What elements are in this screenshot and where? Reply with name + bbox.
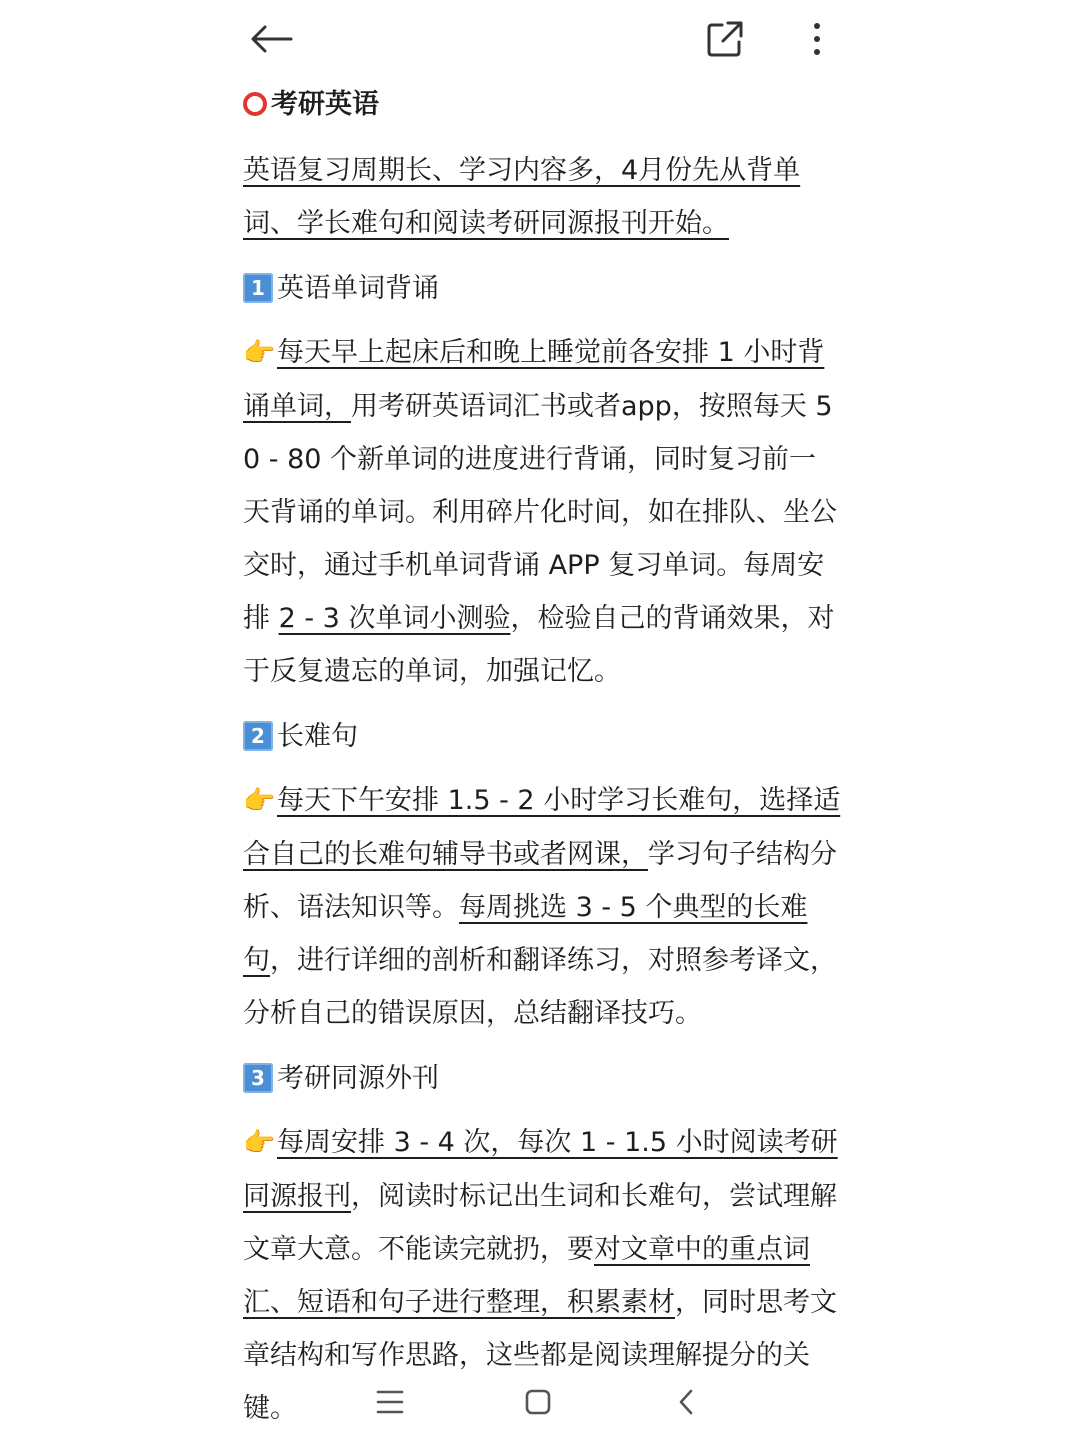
section-title [243,1052,843,1104]
back-button[interactable] [244,16,298,62]
pointing-hand-icon: 👉 [243,1128,276,1158]
home-icon [524,1388,552,1416]
nav-back-icon [676,1388,696,1416]
text-segment: 对文章中的重点词汇、短语和句子进行整理，积累素材 [243,1234,810,1318]
nav-back-button[interactable] [664,1380,708,1424]
recent-apps-button[interactable] [368,1380,412,1424]
keycap-number-icon: 2 [243,721,273,751]
red-circle-icon [243,92,267,116]
section-paragraph [243,326,843,698]
text-segment: 每天早上起床后和晚上睡觉前各安排 1 小时背诵单词， [243,337,825,422]
text-segment: 学习句子结构分析、语法知识等。 [243,839,837,923]
section-paragraph [243,774,843,1040]
share-button[interactable] [700,14,750,64]
text-segment: 2 - 3 次单词小测验 [278,603,511,634]
text-segment: ，进行详细的剖析和翻译练习，对照参考译文，分析自己的错误原因，总结翻译技巧。 [243,945,837,1029]
more-vertical-icon [812,21,822,57]
keycap-number-icon: 3 [243,1063,273,1093]
intro-paragraph [243,144,843,250]
keycap-number-icon: 1 [243,273,273,303]
text-segment: ，同时思考文章结构和写作思路，这些都是阅读理解提分的关键。 [243,1287,837,1424]
text-segment: 用考研英语词汇书或者app，按照每天 50 - 80 个新单词的进度进行背诵，同时复习前一天背诵的单词。利用碎片化时间，如在排队、坐公交时，通过手机单词背诵 APP 复习单词。每周安排 [243,391,837,634]
text-segment: 每周安排 3 - 4 次，每次 1 - 1.5 小时阅读考研同源报刊 [243,1127,838,1212]
recent-apps-icon [376,1389,404,1415]
pointing-hand-icon: 👉 [243,338,276,368]
section-title-text: 考研同源外刊 [277,1062,439,1094]
text-segment: ，检验自己的背诵效果，对于反复遗忘的单词，加强记忆。 [243,603,835,687]
system-nav-bar [0,1370,1080,1430]
article-body [243,78,843,1439]
home-button[interactable] [516,1380,560,1424]
back-arrow-icon [249,24,293,54]
share-external-icon [706,20,744,58]
article-title [243,78,843,130]
more-options-button[interactable] [800,14,834,64]
text-segment: ，阅读时标记出生词和长难句，尝试理解文章大意。不能读完就扔，要 [243,1181,837,1265]
pointing-hand-icon: 👉 [243,786,276,816]
section-title [243,710,843,762]
intro-text: 英语复习周期长、学习内容多，4月份先从背单词、学长难句和阅读考研同源报刊开始。 [243,155,801,239]
article-title-text: 考研英语 [271,88,379,120]
top-toolbar [0,0,1080,80]
section-title-text: 长难句 [277,720,358,752]
section-title [243,262,843,314]
text-segment: 每天下午安排 1.5 - 2 小时学习长难句，选择适合自己的长难句辅导书或者网课， [243,785,841,870]
text-segment: 每周挑选 3 - 5 个典型的长难句 [243,892,808,976]
section-title-text: 英语单词背诵 [277,272,439,304]
